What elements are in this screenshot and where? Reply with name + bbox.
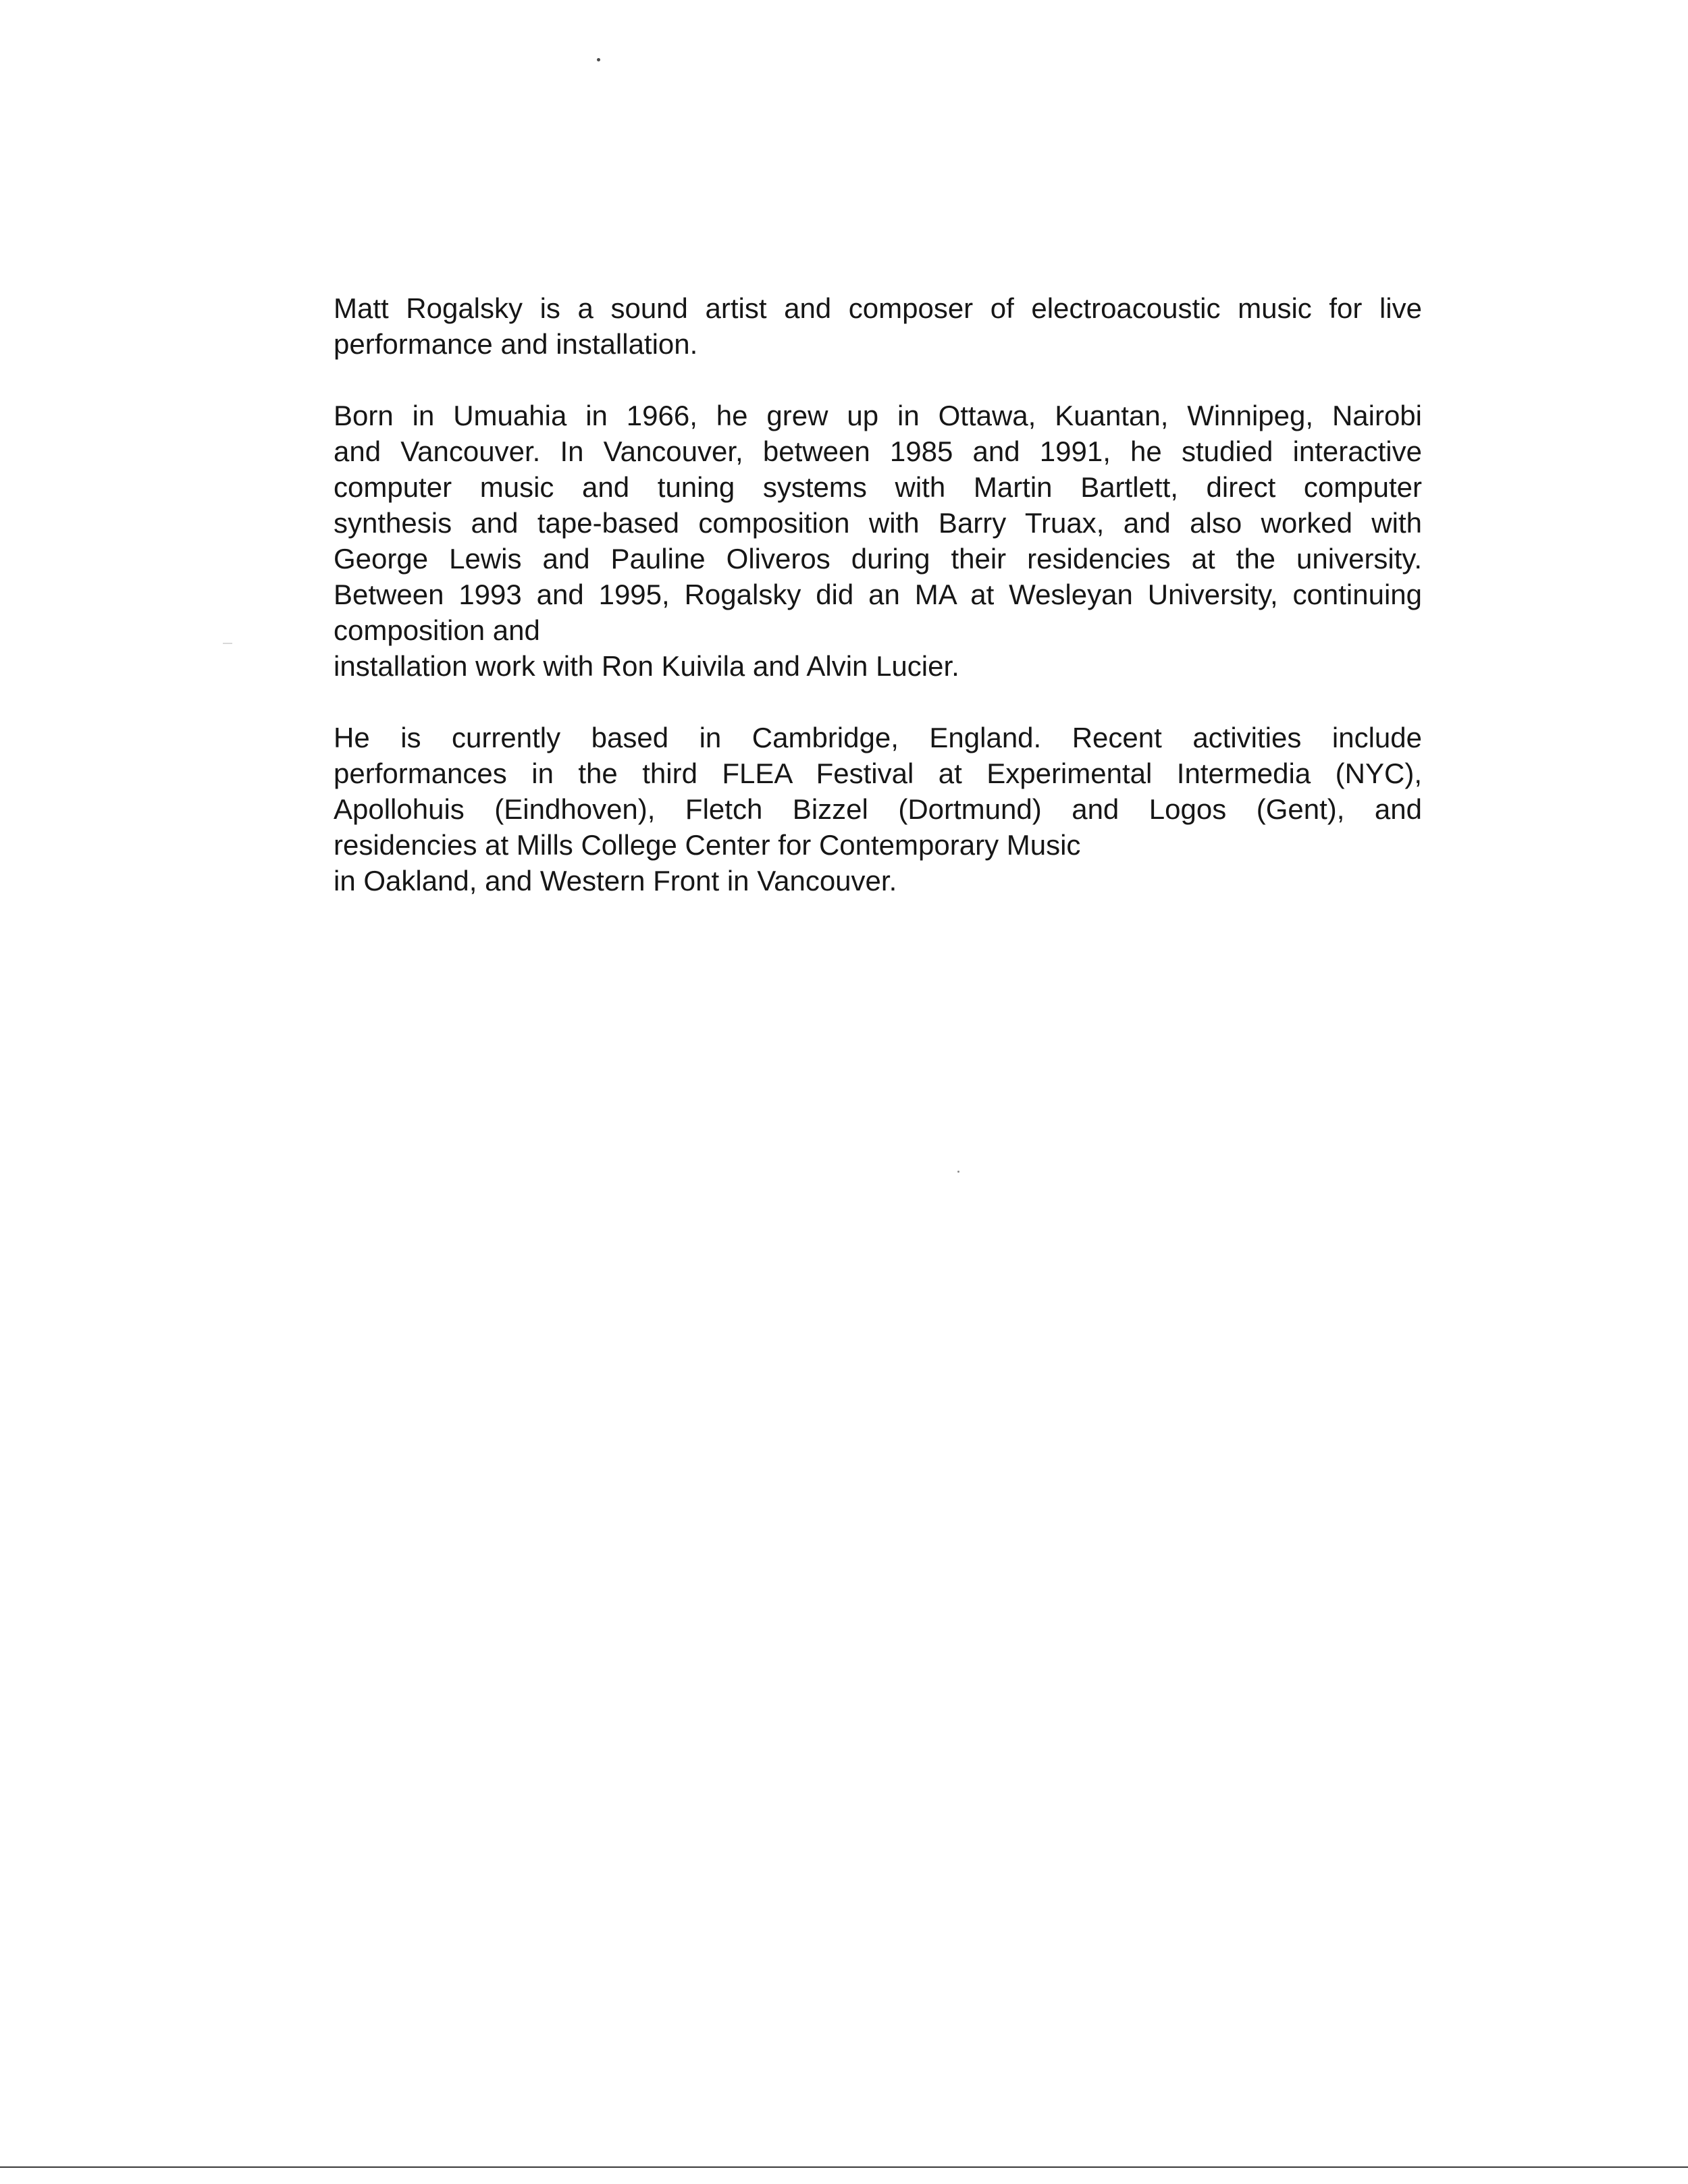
text-line: performance and installation. xyxy=(334,328,698,360)
text-line: composition and xyxy=(334,614,540,646)
biography-text xyxy=(334,290,1422,899)
text-line: performances in the third FLEA Festival at Experimental Intermedia (NYC), xyxy=(334,757,1422,789)
text-line: Matt Rogalsky is a sound artist and composer of electroacoustic music for live xyxy=(334,292,1422,324)
paragraph-gap xyxy=(334,684,1422,720)
text-line: Born in Umuahia in 1966, he grew up in Ottawa, Kuantan, Winnipeg, Nairobi xyxy=(334,400,1422,431)
text-line: and Vancouver. In Vancouver, between 1985 and 1991, he studied interactive xyxy=(334,435,1422,467)
text-line: in Oakland, and Western Front in Vancouver. xyxy=(334,865,897,897)
paragraph-gap xyxy=(334,362,1422,398)
scan-speck xyxy=(597,58,600,61)
text-line: Apollohuis (Eindhoven), Fletch Bizzel (Dortmund) and Logos (Gent), and xyxy=(334,793,1422,825)
text-line: George Lewis and Pauline Oliveros during their residencies at the university. xyxy=(334,543,1422,575)
text-line: residencies at Mills College Center for Contemporary Music xyxy=(334,829,1081,861)
text-line: synthesis and tape-based composition with Barry Truax, and also worked with xyxy=(334,507,1422,539)
scan-speck xyxy=(223,643,232,644)
scan-edge-line xyxy=(0,2166,1688,2168)
scan-speck xyxy=(957,1171,959,1173)
text-line: installation work with Ron Kuivila and Alvin Lucier. xyxy=(334,650,959,682)
text-line: He is currently based in Cambridge, England. Recent activities include xyxy=(334,722,1422,753)
text-line: computer music and tuning systems with Martin Bartlett, direct computer xyxy=(334,471,1422,503)
text-line: Between 1993 and 1995, Rogalsky did an MA at Wesleyan University, continuing xyxy=(334,579,1422,610)
